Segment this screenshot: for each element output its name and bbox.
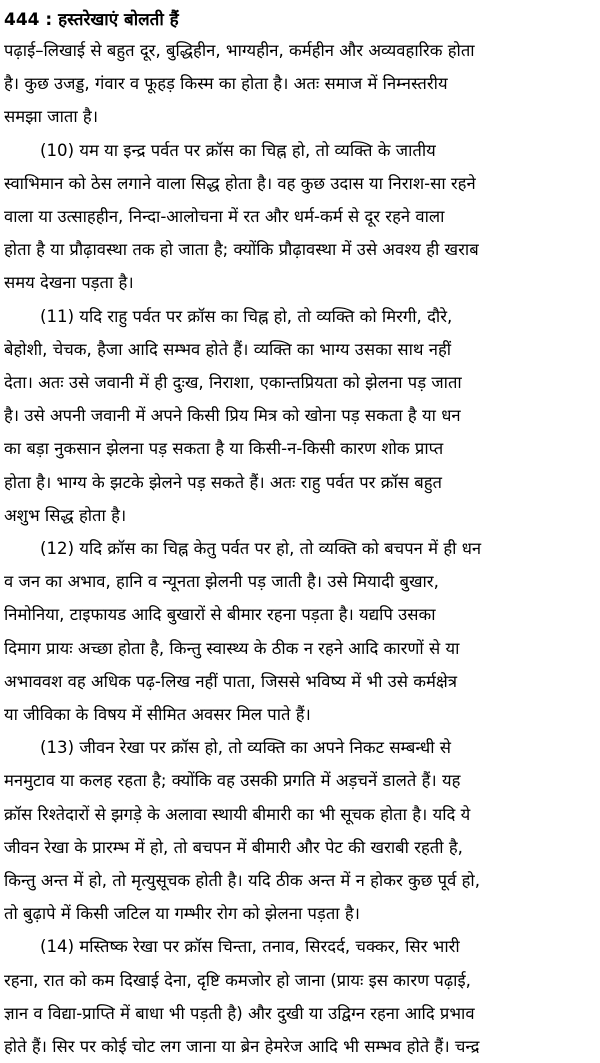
text-line: देता। अतः उसे जवानी में ही दुःख, निराशा, एकान्तप्रियता को झेलना पड़ जाता <box>4 373 462 393</box>
text-line: (10) यम या इन्द्र पर्वत पर क्रॉस का चिह्न हो, तो व्यक्ति के जातीय <box>40 140 436 160</box>
text-line: समझा जाता है। <box>4 107 98 127</box>
text-line: होता है। भाग्य के झटके झेलने पड़ सकते हैं। अतः राहु पर्वत पर क्रॉस बहुत <box>4 472 442 492</box>
paragraph <box>4 34 596 134</box>
text-line: निमोनिया, टाइफायड आदि बुखारों से बीमार रहना पड़ता है। यद्यपि उसका <box>4 605 436 625</box>
text-line: रहना, रात को कम दिखाई देना, दृष्टि कमजोर हो जाना (प्रायः इस कारण पढ़ाई, <box>4 970 471 990</box>
text-line: (14) मस्तिष्क रेखा पर क्रॉस चिन्ता, तनाव, सिरदर्द, चक्कर, सिर भारी <box>40 937 460 957</box>
text-line: समय देखना पड़ता है। <box>4 273 134 293</box>
text-line: होता है या प्रौढ़ावस्था तक हो जाता है; क्योंकि प्रौढ़ावस्था में उसे अवश्य ही खराब <box>4 240 479 260</box>
text-line: है। उसे अपनी जवानी में अपने किसी प्रिय मित्र को खोना पड़ सकता है या धन <box>4 406 461 426</box>
text-line: जीवन रेखा के प्रारम्भ में हो, तो बचपन में बीमारी और पेट की खराबी रहती है, <box>4 837 463 857</box>
text-line: या जीविका के विषय में सीमित अवसर मिल पाते हैं। <box>4 705 311 725</box>
paragraph <box>4 731 596 930</box>
text-line: (12) यदि क्रॉस का चिह्न केतु पर्वत पर हो, तो व्यक्ति को बचपन में ही धन <box>40 539 482 559</box>
text-line: वाला या उत्साहहीन, निन्दा-आलोचना में रत और धर्म-कर्म से दूर रहने वाला <box>4 207 445 227</box>
text-line: किन्तु अन्त में हो, तो मृत्युसूचक होती है। यदि ठीक अन्त में न होकर कुछ पूर्व हो, <box>4 871 480 891</box>
text-line: मनमुटाव या कलह रहता है; क्योंकि वह उसकी प्रगति में अड़चनें डालते हैं। यह <box>4 771 461 791</box>
paragraph <box>4 930 596 1063</box>
paragraph <box>4 134 596 300</box>
paragraph <box>4 532 596 731</box>
text-line: पढ़ाई–लिखाई से बहुत दूर, बुद्धिहीन, भाग्यहीन, कर्महीन और अव्यवहारिक होता <box>4 41 475 60</box>
body-text <box>4 34 596 1063</box>
text-line: का बड़ा नुकसान झेलना पड़ सकता है या किसी-न-किसी कारण शोक प्राप्त <box>4 439 444 459</box>
text-line: दिमाग प्रायः अच्छा होता है, किन्तु स्वास्थ्य के ठीक न रहने आदि कारणों से या <box>4 638 460 658</box>
text-line: अशुभ सिद्ध होता है। <box>4 505 127 525</box>
text-line: अभाववश वह अधिक पढ़-लिख नहीं पाता, जिससे भविष्य में भी उसे कर्मक्षेत्र <box>4 671 457 691</box>
running-header: 444 : हस्तरेखाएं बोलती हैं <box>4 10 179 30</box>
text-line: बेहोशी, चेचक, हैजा आदि सम्भव होते हैं। व्यक्ति का भाग्य उसका साथ नहीं <box>4 339 452 359</box>
text-line: होते हैं। सिर पर कोई चोट लग जाना या ब्रेन हेमरेज आदि भी सम्भव होते हैं। चन्द्र <box>4 1037 480 1057</box>
text-line: व जन का अभाव, हानि व न्यूनता झेलनी पड़ जाती है। उसे मियादी बुखार, <box>4 572 439 592</box>
text-line: स्वाभिमान को ठेस लगाने वाला सिद्ध होता है। वह कुछ उदास या निराश-सा रहने <box>4 173 476 193</box>
text-line: ज्ञान व विद्या-प्राप्ति में बाधा भी पड़ती है) और दुखी या उद्विग्न रहना आदि प्रभाव <box>4 1003 475 1023</box>
text-line: (11) यदि राहु पर्वत पर क्रॉस का चिह्न हो, तो व्यक्ति को मिरगी, दौरे, <box>40 306 453 326</box>
text-line: है। कुछ उजड्ड, गंवार व फूहड़ किस्म का होता है। अतः समाज में निम्नस्तरीय <box>4 74 448 94</box>
text-line: क्रॉस रिश्तेदारों से झगड़े के अलावा स्थायी बीमारी का भी सूचक होता है। यदि ये <box>4 804 471 824</box>
text-line: तो बुढ़ापे में किसी जटिल या गम्भीर रोग को झेलना पड़ता है। <box>4 904 360 924</box>
text-line: (13) जीवन रेखा पर क्रॉस हो, तो व्यक्ति का अपने निकट सम्बन्धी से <box>40 738 451 758</box>
paragraph <box>4 300 596 532</box>
